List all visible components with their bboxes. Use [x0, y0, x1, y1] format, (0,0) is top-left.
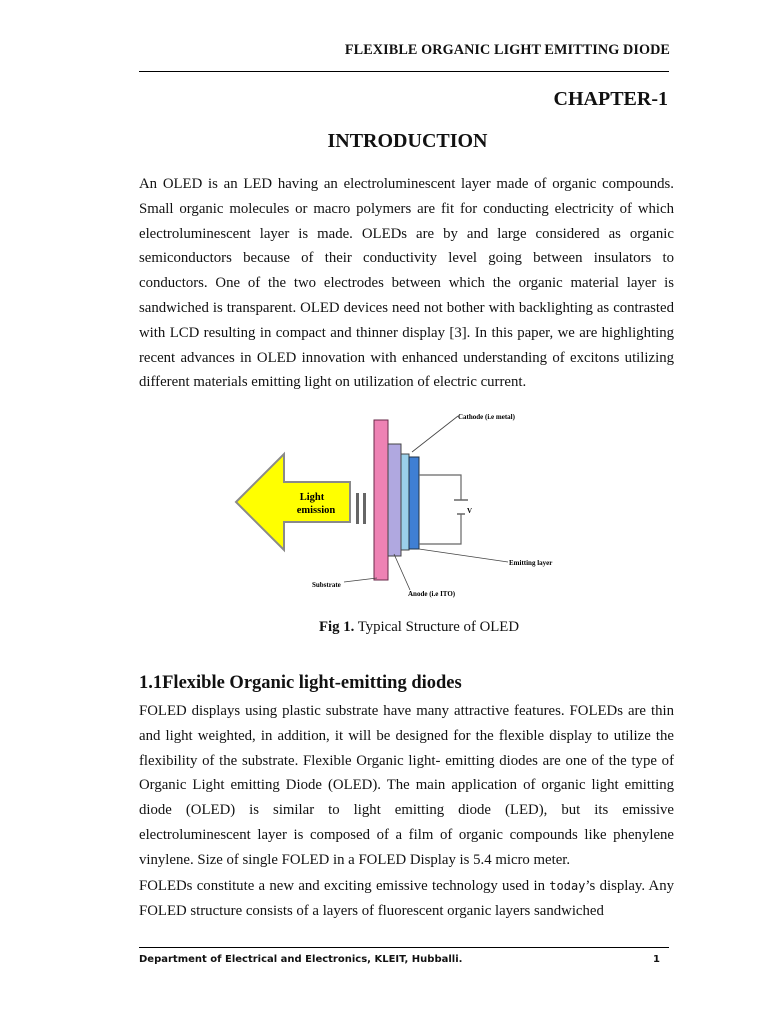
running-header: FLEXIBLE ORGANIC LIGHT EMITTING DIODE — [344, 42, 670, 58]
light-label: Light — [299, 492, 325, 503]
figure-caption-text: Typical Structure of OLED — [354, 619, 520, 635]
figure-caption — [0, 619, 768, 636]
emission-label: emission — [296, 505, 336, 516]
header-rule — [139, 71, 669, 72]
voltage-label: V — [467, 507, 473, 515]
substrate-pointer — [344, 578, 377, 582]
organic-layer — [401, 454, 409, 550]
foled-paragraph-1: FOLED displays using plastic substrate have many attractive features. FOLEDs are thin and light weighted, in addition, it will be designed for the flexible display to utilize the flexibility of the substrate. Flexible Organic light- emitting diodes are one of the type of Organic Light emitting Diode (OLED). The main application of organic light emitting diode (OLED) is similar to light emitting diode (LED), but its emissive electroluminescent layer is composed of a film of organic compounds like phenylene vinylene. Size of single FOLED in a FOLED Display is 5.4 micro meter. — [139, 703, 674, 868]
cathode-label: Cathode (i.e metal) — [458, 413, 515, 421]
figure-caption-label: Fig 1. — [318, 619, 355, 635]
emitting-pointer — [419, 549, 508, 562]
page-number: 1 — [653, 954, 660, 965]
chapter-label: CHAPTER-1 — [553, 88, 668, 110]
intro-paragraph: An OLED is an LED having an electroluminescent layer made of organic compounds. Small organic molecules or macro polymers are fit for conducting electricity of which electroluminescent layer is made. OLEDs are by and large considered as organic semiconductors because of their conductivity level going between insulators to conductors. One of the two electrodes between which the organic material layer is sandwiched is transparent. OLED devices need not bother with backlighting as contrasted with LCD resulting in compact and thinner display [3]. In this paper, we are highlighting recent advances in OLED innovation with enhanced understanding of excitons utilizing different materials emitting light on utilization of electric current. — [139, 176, 674, 391]
anode-layer — [388, 444, 401, 556]
circuit-wire — [419, 475, 461, 500]
paragraph-2-text-before: FOLEDs constitute a new and exciting emissive technology used in — [139, 878, 550, 894]
footer-rule — [139, 947, 669, 948]
emission-bar — [363, 493, 366, 524]
footer-department: Department of Electrical and Electronics, KLEIT, Hubballi. — [139, 954, 463, 965]
anode-pointer — [394, 554, 410, 590]
section-heading-introduction: INTRODUCTION — [327, 130, 488, 152]
substrate-label: Substrate — [312, 581, 341, 589]
cathode-pointer — [412, 416, 458, 452]
anode-label: Anode (i.e ITO) — [408, 590, 456, 598]
paragraph-2-text-after: ’s display. Any FOLED structure consists of a layers of fluorescent organic layers sandwiched — [139, 878, 675, 919]
light-emission-arrow — [236, 454, 350, 550]
substrate-layer — [374, 420, 388, 580]
emission-bar — [356, 493, 359, 524]
foled-paragraph-2 — [139, 874, 674, 924]
emitting-layer-label: Emitting layer — [509, 559, 553, 567]
circuit-wire — [419, 514, 461, 544]
paragraph-2-word: today — [549, 879, 586, 893]
subsection-heading: 1.1Flexible Organic light-emitting diodes — [139, 673, 462, 693]
oled-structure-diagram — [232, 402, 582, 602]
emitting-layer-rect — [409, 457, 419, 549]
